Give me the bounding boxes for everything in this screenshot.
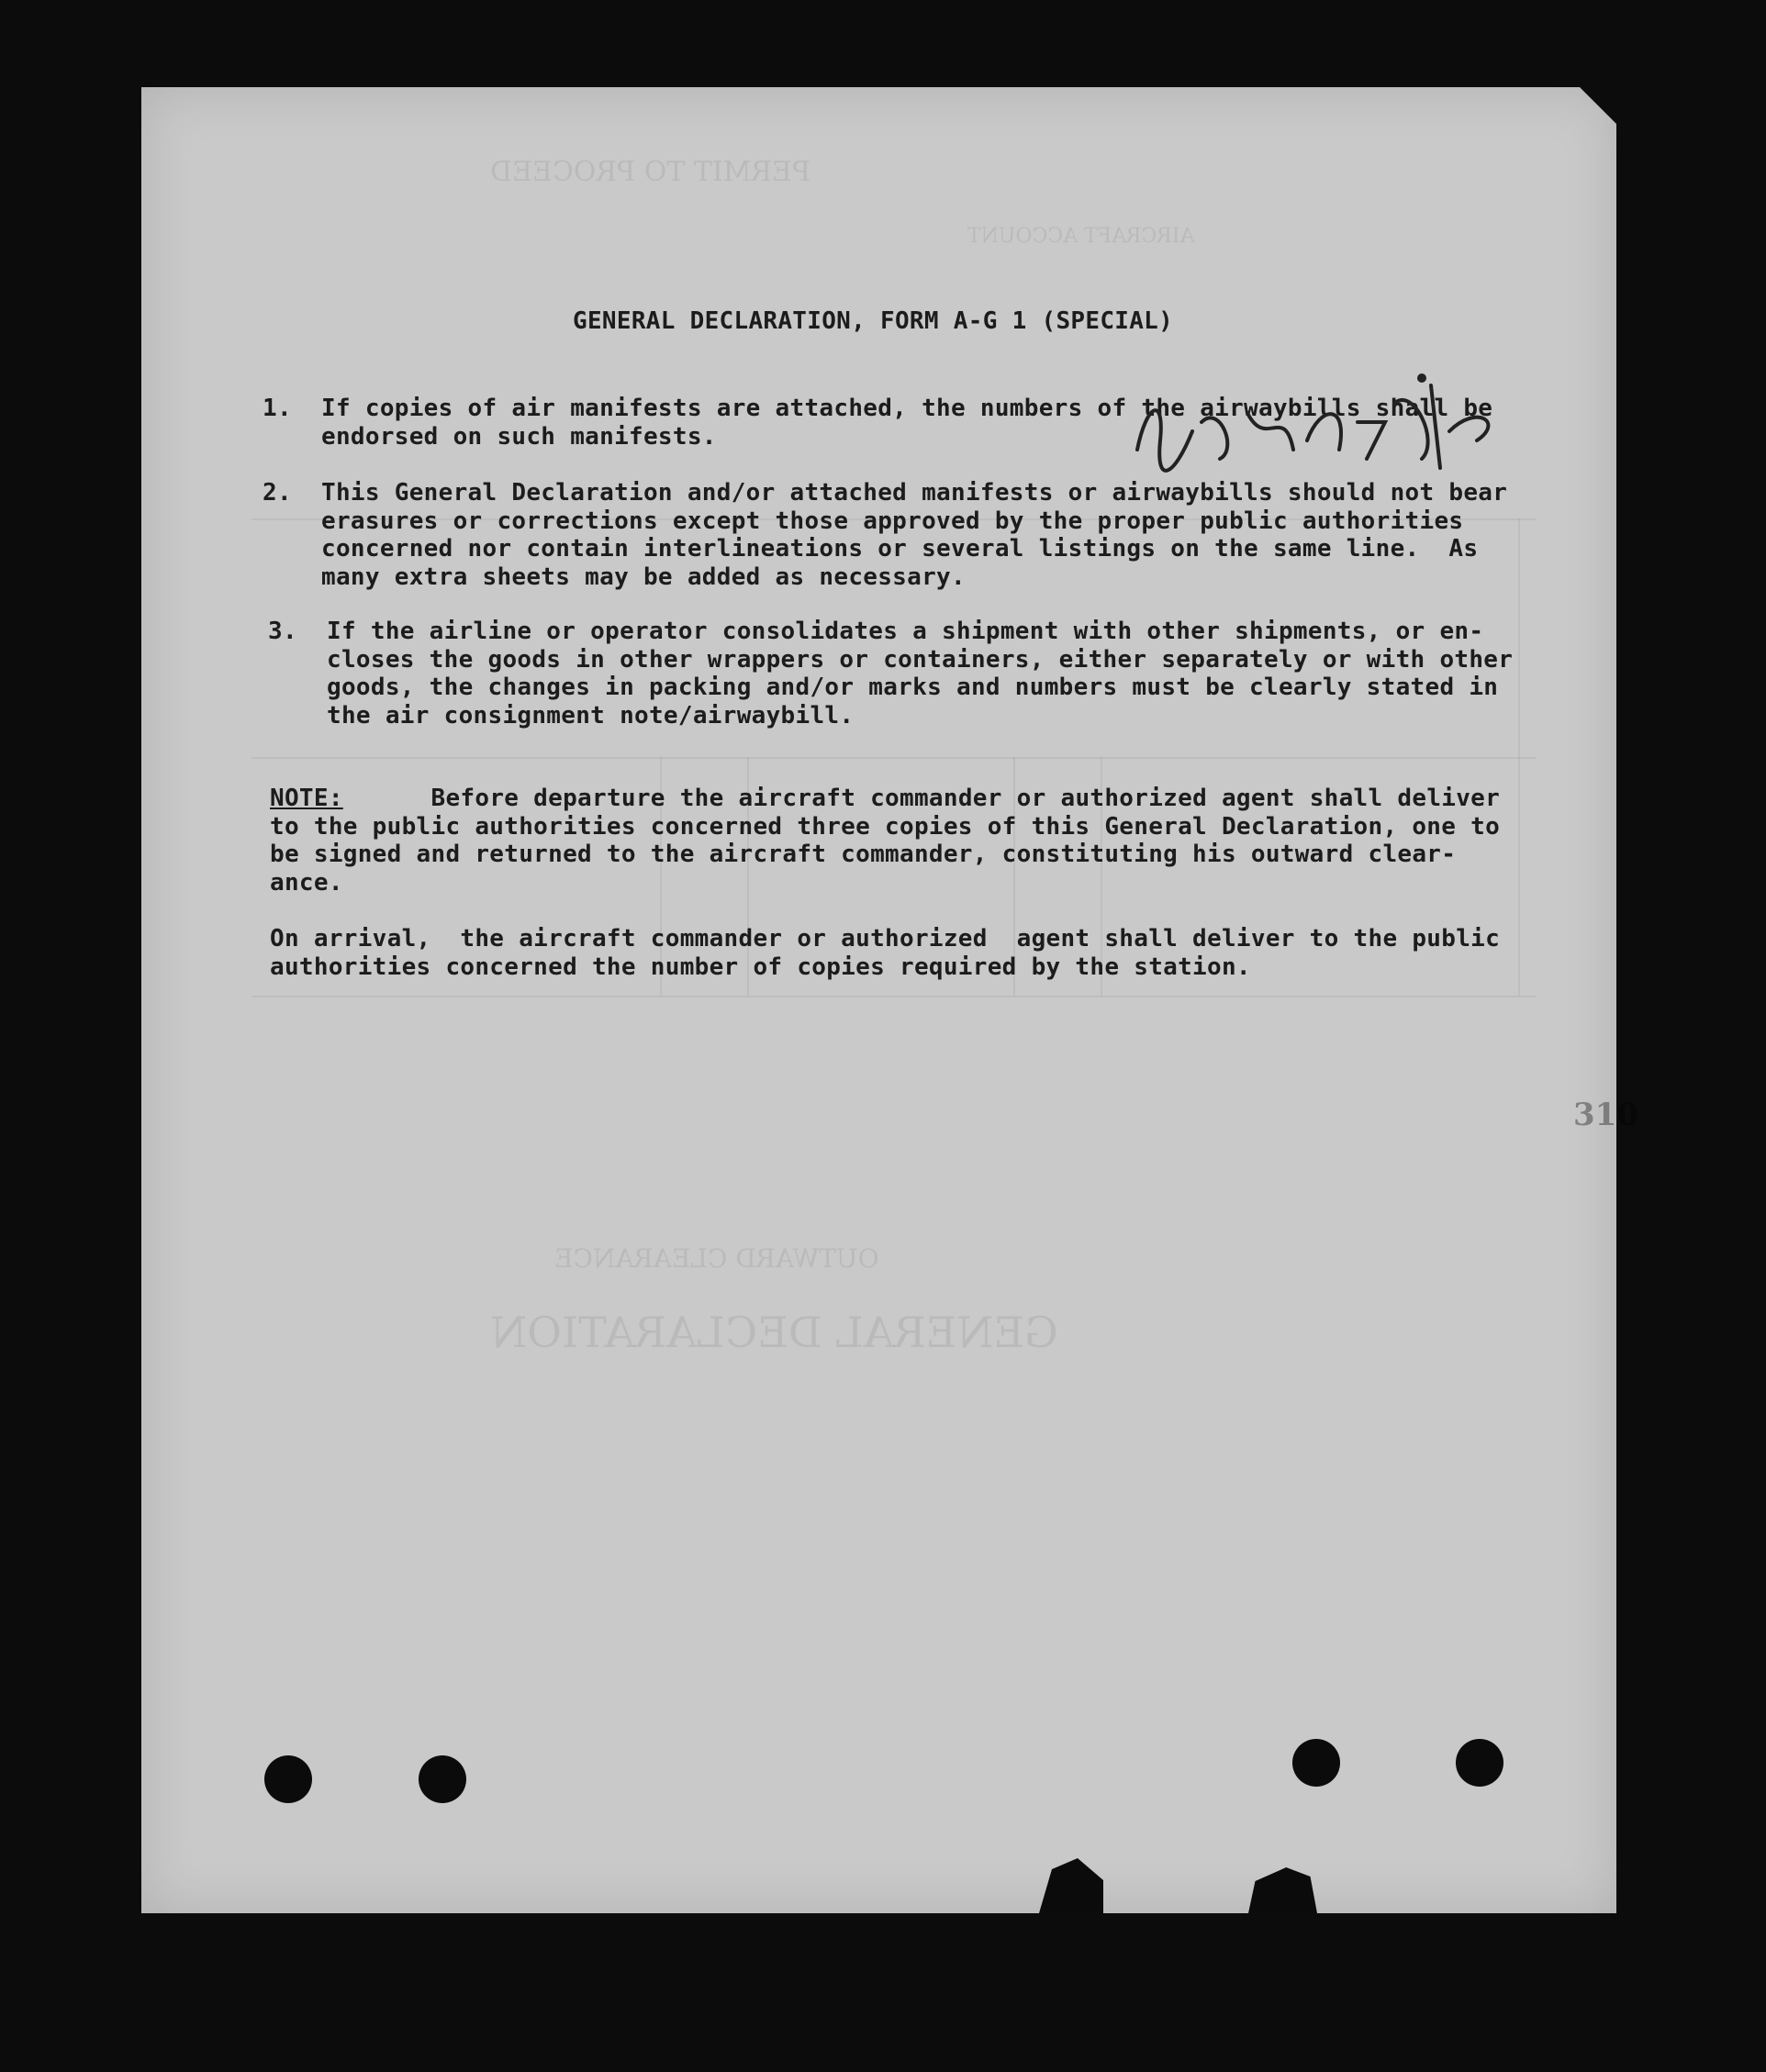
show-through-text: OUTWARD CLEARANCE [554,1243,879,1274]
note-line: ance. [270,868,343,897]
note-line: to the public authorities concerned three copies of this General Declaration, one to [270,812,1501,841]
item-text-line: This General Declaration and/or attached manifests or airwaybills should not bear [321,479,1508,507]
note-line [270,785,1555,813]
punch-hole [1456,1739,1503,1787]
item-text-line: many extra sheets may be added as necessary. [321,563,966,591]
item-number: 2. [263,479,292,507]
folded-corner [1580,87,1616,124]
item-text-line: concerned nor contain interlineations or several listings on the same line. As [321,535,1479,563]
punch-hole [264,1755,312,1803]
item-text-line: goods, the changes in packing and/or marks and numbers must be clearly stated in [327,674,1499,701]
show-through-text: AIRCRAFT ACCOUNT [967,225,1195,248]
note-text: Before departure the aircraft commander or authorized agent shall deliver [342,785,1501,812]
item-text-line: erasures or corrections except those approved by the proper public authorities [321,507,1464,535]
item-text-line: the air consignment note/airwaybill. [327,701,855,730]
show-through-rule [251,757,1537,759]
note-label: NOTE: [270,785,343,812]
item-number: 1. [263,395,292,422]
punch-hole [419,1755,466,1803]
handwritten-annotation [1110,367,1569,496]
show-through-rule [251,996,1537,997]
item-number: 3. [268,618,297,645]
item-text-line: closes the goods in other wrappers or containers, either separately or with other [327,645,1514,674]
show-through-text: GENERAL DECLARATION [490,1308,1058,1357]
arrival-line: On arrival, the aircraft commander or authorized agent shall deliver to the public [270,925,1501,952]
document-title: GENERAL DECLARATION, FORM A-G 1 (SPECIAL) [573,307,1174,335]
arrival-line: authorities concerned the number of copies required by the station. [270,952,1251,981]
paper-tear [1248,1867,1317,1913]
stamp-mark: 310 [1573,1097,1638,1133]
item-text-line: endorsed on such manifests. [321,422,717,451]
punch-hole [1292,1739,1340,1787]
item-text-line: If copies of air manifests are attached, the numbers of the airwaybills shall be [321,395,1493,422]
note-line: be signed and returned to the aircraft commander, constituting his outward clear- [270,841,1457,868]
item-text-line: If the airline or operator consolidates a shipment with other shipments, or en- [327,618,1484,645]
document-page [141,87,1638,1913]
paper-tear [1039,1858,1103,1913]
show-through-text: PERMIT TO PROCEED [490,156,811,188]
